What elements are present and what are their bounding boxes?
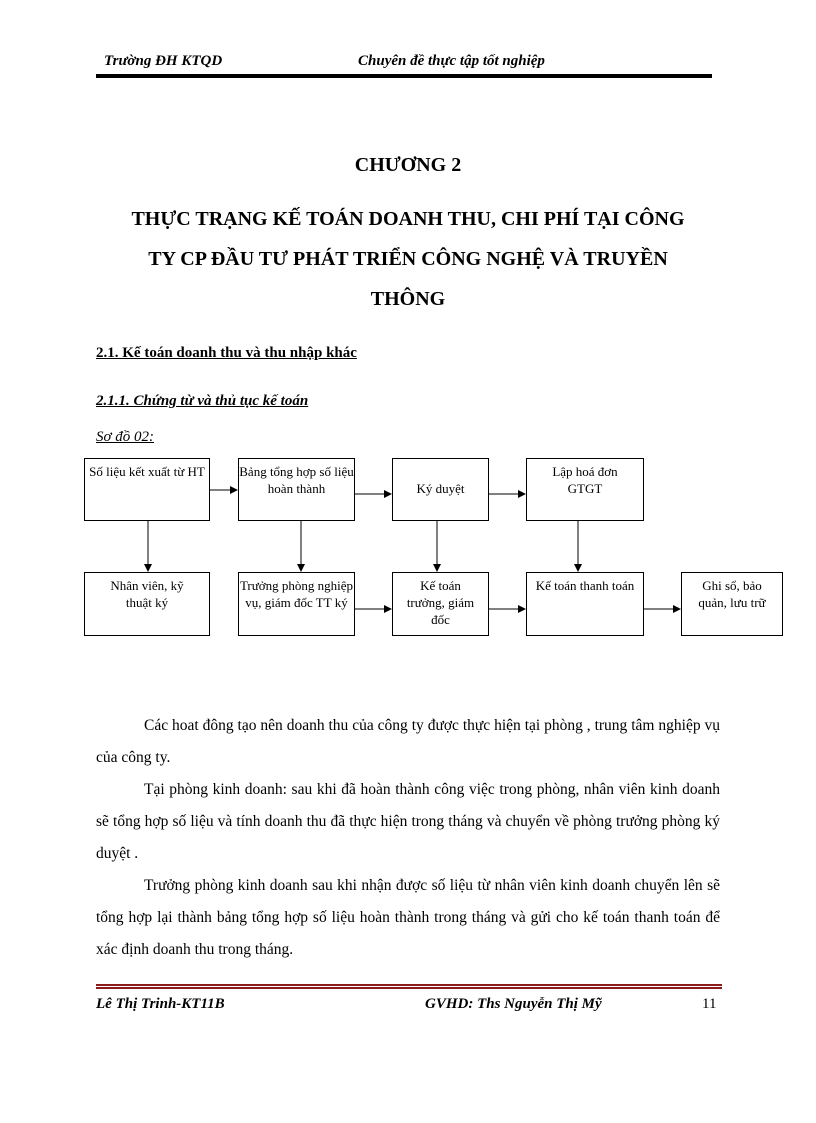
box-so-lieu-ket-xuat	[84, 458, 210, 521]
box-label: Kế toán trưởng, giám đốc	[406, 578, 475, 627]
box-label: Lập hoá đơn GTGT	[552, 464, 618, 496]
box-ke-toan-truong	[392, 572, 489, 636]
footer-author: Lê Thị Trinh-KT11B	[96, 996, 225, 1012]
chapter-title-line-1: THỰC TRẠNG KẾ TOÁN DOANH THU, CHI PHÍ TẠI CÔNG	[131, 208, 685, 230]
box-label: Ký duyệt	[416, 481, 465, 496]
box-label: Bảng tổng hợp số liệu hoàn thành	[239, 464, 354, 496]
box-ky-duyet	[392, 458, 489, 521]
footer-rule	[96, 984, 722, 989]
paragraph-1: Các hoat đông tạo nên doanh thu của công ty được thực hiện tại phòng , trung tâm nghiệp vụ của công ty.	[96, 717, 720, 766]
footer-advisor: GVHD: Ths Nguyễn Thị Mỹ	[425, 996, 602, 1012]
chapter-title-line-2: TY CP ĐẦU TƯ PHÁT TRIỂN CÔNG NGHỆ VÀ TRUYỀN	[148, 248, 668, 270]
paragraph-3: Trưởng phòng kinh doanh sau khi nhận được số liệu từ nhân viên kinh doanh chuyển lên sẽ tổng hợp lại thành bảng tổng hợp số liệu hoàn thành trong tháng và gửi cho kế toán thanh toán để xác định doanh thu trong tháng.	[96, 877, 720, 958]
box-ghi-so	[681, 572, 783, 636]
box-truong-phong	[238, 572, 355, 636]
chapter-label: CHƯƠNG 2	[354, 154, 462, 176]
box-label: Trưởng phòng nghiệp vụ, giám đốc TT ký	[239, 578, 354, 610]
box-label: Nhân viên, kỹ thuật ký	[110, 578, 184, 610]
header-school: Trường ĐH KTQD	[104, 53, 223, 69]
header-rule	[96, 74, 712, 78]
page-number: 11	[702, 996, 717, 1012]
paragraph-2: Tại phòng kinh doanh: sau khi đã hoàn thành công việc trong phòng, nhân viên kinh doanh sẽ tổng hợp số liệu và tính doanh thu đã thực hiện trong tháng và chuyển về phòng trưởng phòng ký duyệt .	[96, 781, 720, 862]
box-bang-tong-hop	[238, 458, 355, 521]
box-label: Ghi sổ, bảo quản, lưu trữ	[698, 578, 766, 610]
box-lap-hoa-don	[526, 458, 644, 521]
subsection-heading: 2.1.1. Chứng từ và thủ tục kế toán	[96, 393, 309, 409]
chapter-title-line-3: THÔNG	[370, 288, 446, 310]
diagram-label: Sơ đồ 02:	[96, 429, 155, 445]
section-heading: 2.1. Kế toán doanh thu và thu nhập khác	[96, 345, 357, 361]
box-ke-toan-thanh-toan	[526, 572, 644, 636]
box-nhan-vien-ky-thuat	[84, 572, 210, 636]
header-subject: Chuyên đề thực tập tốt nghiệp	[358, 53, 545, 69]
box-label: Kế toán thanh toán	[535, 578, 635, 593]
box-label: Số liệu kết xuất từ HT	[89, 464, 205, 479]
